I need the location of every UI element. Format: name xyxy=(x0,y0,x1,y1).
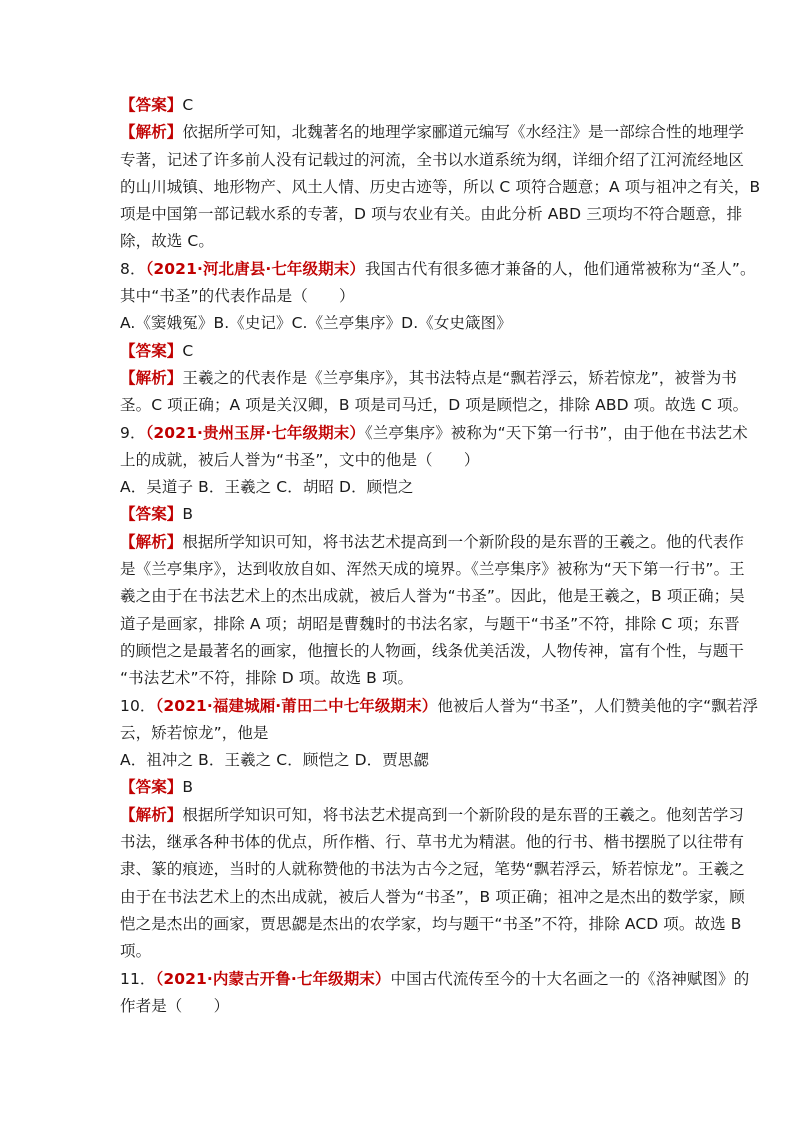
analysis-line xyxy=(120,529,745,556)
analysis-line: 是《兰亭集序》，达到收放自如、浑然天成的境界。《兰亭集序》被称为“天下第一行书”。王 xyxy=(120,560,745,579)
analysis-tag: 【解析】 xyxy=(120,123,183,142)
question-10-stem-cont: 云，矫若惊龙”，他是 xyxy=(120,723,269,742)
question-10-stem xyxy=(120,693,759,720)
question-source: （2021·福建城厢·莆田二中七年级期末） xyxy=(155,696,438,715)
analysis-text: 根据所学知识可知，将书法艺术提高到一个新阶段的是东晋的王羲之。他刻苦学习 xyxy=(182,805,745,824)
question-source: （2021·河北唐县·七年级期末） xyxy=(145,259,365,278)
answer-tag: 【答案】 xyxy=(120,341,183,360)
question-9-stem xyxy=(120,420,748,447)
question-number: 10． xyxy=(120,696,156,715)
answer-value: B xyxy=(182,505,194,524)
analysis-line: 项。 xyxy=(120,942,152,961)
question-9-options: A．吴道子 B．王羲之 C．胡昭 D．顾恺之 xyxy=(120,478,414,497)
analysis-line: 专著，记述了许多前人没有记载过的河流，全书以水道系统为纲，详细介绍了江河流经地区 xyxy=(120,150,745,169)
answer-value: C xyxy=(182,341,194,360)
question-number: 9． xyxy=(120,423,146,442)
analysis-tag: 【解析】 xyxy=(120,532,183,551)
question-8-stem xyxy=(120,256,756,283)
analysis-line: 的顾恺之是最著名的画家，他擅长的人物画，线条优美活泼，人物传神，富有个性，与题干 xyxy=(120,641,745,660)
analysis-line: 羲之由于在书法艺术上的杰出成就，被后人誉为“书圣”。因此，他是王羲之，B 项正确；吴 xyxy=(120,587,745,606)
analysis-line: 道子是画家，排除 A 项；胡昭是曹魏时的书法名家，与题干“书圣”不符，排除 C 项；东晋 xyxy=(120,614,740,633)
analysis-line: 项是中国第一部记载水系的专著，D 项与农业有关。由此分析 ABD 三项均不符合题意，排 xyxy=(120,205,743,224)
analysis-text: 依据所学可知，北魏著名的地理学家郦道元编写《水经注》是一部综合性的地理学 xyxy=(182,123,745,142)
answer-line xyxy=(120,774,680,801)
analysis-tag: 【解析】 xyxy=(120,368,183,387)
question-11-stem-cont: 作者是（ ） xyxy=(120,996,230,1015)
answer-tag: 【答案】 xyxy=(120,96,183,114)
analysis-line: 除，故选 C。 xyxy=(120,232,214,251)
question-10-options: A．祖冲之 B．王羲之 C．顾恺之 D．贾思勰 xyxy=(120,751,430,770)
analysis-text: 根据所学知识可知，将书法艺术提高到一个新阶段的是东晋的王羲之。他的代表作 xyxy=(182,532,745,551)
answer-tag: 【答案】 xyxy=(120,505,183,524)
analysis-tag: 【解析】 xyxy=(120,805,183,824)
analysis-line: 恺之是杰出的画家，贾思勰是杰出的农学家，均与题干“书圣”不符，排除 ACD 项。故选 B xyxy=(120,914,742,933)
question-text: 《兰亭集序》被称为“天下第一行书”，由于他在书法艺术 xyxy=(364,423,748,442)
question-9-stem-cont: 上的成就，被后人誉为“书圣”，文中的他是（ ） xyxy=(120,450,480,469)
question-source: （2021·内蒙古开鲁·七年级期末） xyxy=(155,969,391,988)
question-text: 他被后人誉为“书圣”，人们赞美他的字“飘若浮 xyxy=(437,696,759,715)
document-page xyxy=(120,92,761,1020)
analysis-line: 的山川城镇、地形物产、风土人情、历史古迹等，所以 C 项符合题意；A 项与祖冲之有关，B xyxy=(120,177,761,196)
analysis-text: 王羲之的代表作是《兰亭集序》，其书法特点是“飘若浮云，矫若惊龙”，被誉为书 xyxy=(182,368,737,387)
question-11-stem xyxy=(120,966,750,993)
question-text: 中国古代流传至今的十大名画之一的《洛神赋图》的 xyxy=(390,969,750,988)
question-8-options: A.《窦娥冤》B.《史记》C.《兰亭集序》D.《女史箴图》 xyxy=(120,314,512,333)
question-8-stem-cont: 其中“书圣”的代表作品是（ ） xyxy=(120,287,355,306)
question-source: （2021·贵州玉屏·七年级期末） xyxy=(145,423,365,442)
analysis-line xyxy=(120,802,745,829)
question-number: 8． xyxy=(120,259,146,278)
answer-line xyxy=(120,338,680,365)
answer-tag: 【答案】 xyxy=(120,778,183,797)
question-number: 11． xyxy=(120,969,156,988)
question-text: 我国古代有很多德才兼备的人，他们通常被称为“圣人”。 xyxy=(364,259,756,278)
analysis-line: “书法艺术”不符，排除 D 项。故选 B 项。 xyxy=(120,669,414,688)
analysis-line xyxy=(120,365,737,392)
answer-value: C xyxy=(182,96,194,114)
answer-value: B xyxy=(182,778,194,797)
answer-line xyxy=(120,501,680,528)
analysis-line: 书法，继承各种书体的优点，所作楷、行、草书尤为精湛。他的行书、楷书摆脱了以往带有 xyxy=(120,833,745,852)
analysis-line: 圣。C 项正确；A 项是关汉卿，B 项是司马迁，D 项是顾恺之，排除 ABD 项。故选 C 项。 xyxy=(120,396,749,415)
analysis-line: 由于在书法艺术上的杰出成就，被后人誉为“书圣”，B 项正确；祖冲之是杰出的数学家，顾 xyxy=(120,887,745,906)
answer-line xyxy=(120,92,680,119)
analysis-line xyxy=(120,119,745,146)
analysis-line: 隶、篆的痕迹，当时的人就称赞他的书法为古今之冠，笔势“飘若浮云，矫若惊龙”。王羲之 xyxy=(120,860,745,879)
